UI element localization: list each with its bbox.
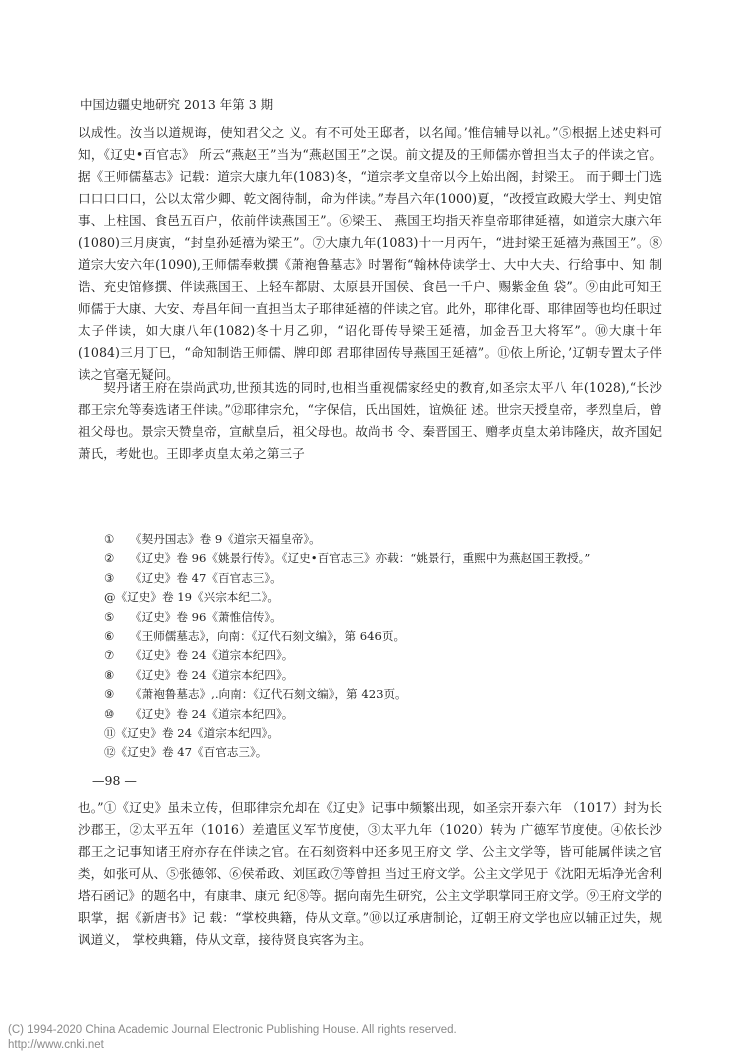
body-paragraph [78, 122, 662, 386]
footnote-mark: ⑩ [104, 706, 115, 721]
copyright-line: (C) 1994-2020 China Academic Journal Electronic Publishing House. All rights reserved. [8, 1024, 457, 1036]
footnote [104, 705, 664, 724]
body-paragraph [78, 377, 662, 465]
journal-header: 中国边疆史地研究 2013 年第 3 期 [80, 97, 274, 112]
footnote [104, 666, 664, 685]
footnote-text: 《辽史》卷 96《姚景行传》。《辽史•百官志三》亦载：“姚景行，重熙中为燕赵国王教授。” [130, 551, 591, 566]
footnote-mark: ⑧ [104, 667, 115, 682]
footnote-mark: ⑦ [104, 648, 115, 663]
footnote-text: 《王师儒墓志》，向南：《辽代石刻文编》，第 646页。 [130, 629, 406, 644]
page-number: —98 — [92, 773, 137, 788]
footnotes-list [104, 530, 664, 763]
footnote-text: 《辽史》卷 24《道宗本纪四》。 [130, 667, 294, 682]
footnote-text: ⑫《辽史》卷 47《百官志三》。 [104, 745, 268, 760]
copyright-notice [8, 1023, 457, 1053]
footnote [104, 743, 664, 762]
paragraph-text: 契丹诸王府在崇尚武功,世预其选的同时,也相当重视儒家经史的教育,如圣宗太平八 年(1028),“长沙郡王宗允等奏选诸王伴读。”⑫耶律宗允，“字保信，氏出国姓，谊焕征 述。世宗天授皇帝，孝烈皇后，曾祖父母也。景宗天赞皇帝，宣献皇后，祖父母也。故尚书 令、秦晋国王、赠孝贞皇太弟讳隆庆，故齐国妃萧氏，考妣也。王即孝贞皇太弟之第三子 [78, 380, 662, 461]
footnote-text: 《辽史》卷 24《道宗本纪四》。 [130, 706, 294, 721]
footnote-text: ⑪《辽史》卷 24《道宗本纪四》。 [104, 726, 279, 741]
footnote-mark: ③ [104, 570, 115, 585]
copyright-url: http://www.cnki.net [8, 1039, 104, 1051]
footnote-mark: ⑨ [104, 687, 115, 702]
paragraph-text: 以成性。汝当以道规诲，使知君父之 义。有不可处王邸者，以名闻。’惟信辅导以礼。”⑤根据上述史料可知，《辽史•百官志》 所云“燕赵王”当为“燕赵国王”之误。前文提及的王师儒亦曾担当太子的伴读之官。据《王师儒墓志》记载：道宗大康九年(1083)冬，“道宗孝文皇帝以今上始出阁，封梁王。 而于卿士门选口口口口口，公以太常少卿、乾文阁待制，命为伴读。”寿昌六年(1000)夏，“改授宣政殿大学士、判史馆事、上柱国、食邑五百户，依前伴读燕国王”。⑥梁王、 燕国王均指天祚皇帝耶律延禧，如道宗大康六年(1080)三月庚寅，“封皇孙延禧为梁王”。⑦大康九年(1083)十一月丙午，“进封梁王延禧为燕国王”。⑧道宗大安六年(1090),王师儒奉敕撰《萧袍鲁墓志》时署衔“翰林侍读学士、大中大夫、行给事中、知 制诰、充史馆修撰、伴读燕国王、上轻车都尉、太原县开国侯、食邑一千户、赐紫金鱼 袋”。⑨由此可知王师儒于大康、大安、寿昌年间一直担当太子耶律延禧的伴读之官。此外，耶律化哥、耶律固等也均任职过太子伴读，如大康八年(1082)冬十月乙卯，“诏化哥传导梁王延禧，加金吾卫大将军”。⑩大康十年(1084)三月丁巳，“命知制诰王师儒、牌印郎 君耶律固传导燕国王延禧”。⑪依上所论，’辽朝专置太子伴读之官毫无疑问。 [78, 125, 662, 382]
footnote [104, 608, 664, 627]
footnote-text: 《契丹国志》卷 9《道宗天福皇帝》。 [130, 532, 321, 546]
footnote-text: 《辽史》卷 96《萧惟信传》。 [130, 609, 282, 624]
footnote-text: 《辽史》卷 24《道宗本纪四》。 [130, 648, 294, 663]
footnote [104, 724, 664, 743]
footnote-text: 《辽史》卷 47《百官志三》。 [130, 570, 282, 585]
footnote [104, 569, 664, 588]
footnote-mark: ⑤ [104, 609, 115, 624]
footnote [104, 588, 664, 607]
body-paragraph [78, 797, 662, 951]
footnote [104, 627, 664, 646]
footnote-mark: ② [104, 551, 115, 566]
footnote [104, 685, 664, 704]
footnote-mark: ⑥ [104, 629, 115, 644]
footnote [104, 549, 664, 568]
footnote-text: @《辽史》卷 19《兴宗本纪二》。 [104, 590, 279, 605]
footnote [104, 530, 664, 549]
footnote-mark: ① [104, 532, 115, 546]
footnote [104, 646, 664, 665]
paragraph-text: 也。”①《辽史》虽未立传，但耶律宗允却在《辽史》记事中频繁出现，如圣宗开泰六年 （1017）封为长沙郡王，②太平五年（1016）差遣匡义军节度使，③太平九年（1020）转为 广德军节度使。④依长沙郡王之记事知诸王府亦存在伴读之官。在石刻资料中还多见王府文 学、公主文学等，皆可能属伴读之官类，如张可从、⑤张德邻、⑥侯希政、刘匡政⑦等曾担 当过王府文学。公主文学见于《沈阳无垢净光舍利塔石函记》的题名中，有康聿、康元 纪⑧等。据向南先生研究，公主文学职掌同王府文学。⑨王府文学的职掌，据《新唐书》记 载：“掌校典籍，侍从文章。”⑩以辽承唐制论，辽朝王府文学也应以辅正过失，规讽道义， 掌校典籍，侍从文章，接待贤良宾客为主。 [78, 800, 662, 947]
footnote-text: 《萧袍鲁墓志》,.向南：《辽代石刻文编》，第 423页。 [130, 687, 407, 702]
